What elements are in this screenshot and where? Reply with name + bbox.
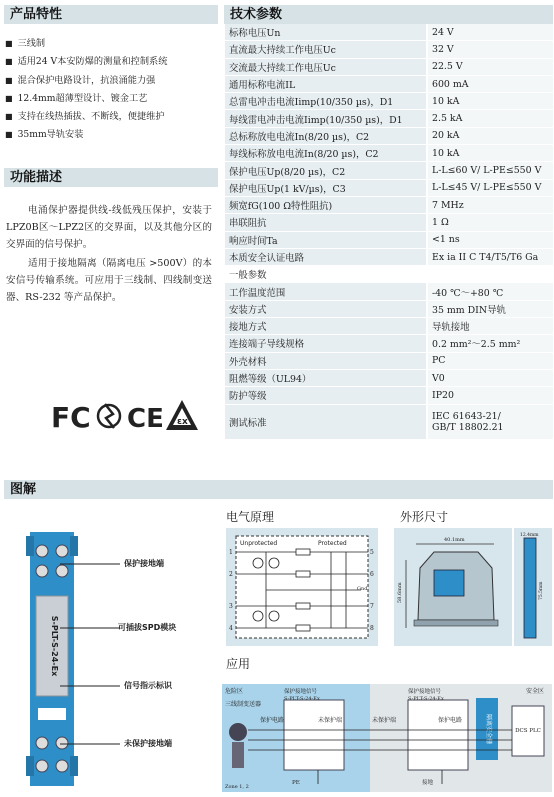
spec-key: 交流最大持续工作电压Uc: [225, 58, 427, 75]
spec-value: L-L≤60 V/ L-PE≤550 V: [427, 162, 553, 179]
spec-row: [225, 58, 553, 75]
spec-key: 每线雷电冲击电流Iimp(10/350 µs)，D1: [225, 110, 427, 127]
spec-row: [225, 24, 553, 41]
spec-value: 35 mm DIN导轨: [427, 300, 553, 317]
spec-value: 7 MHz: [427, 196, 553, 213]
diagram-title: 图解: [4, 480, 553, 499]
spec-key: 每线标称放电电流In(8/20 µs)，C2: [225, 145, 427, 162]
pin-7: 7: [370, 603, 374, 610]
spec-key: 直流最大持续工作电压Uc: [225, 41, 427, 58]
spec-key: 频宽fG(100 Ω特性阻抗): [225, 196, 427, 213]
spec-row: [225, 162, 553, 179]
spec-key: 本质安全认证电路: [225, 248, 427, 265]
spec-value: [427, 404, 553, 439]
spec-key: 工作温度范围: [225, 283, 427, 300]
spec-row: [225, 110, 553, 127]
pin-3: 3: [229, 603, 233, 610]
application-diagram: [222, 684, 552, 792]
spec-key: 外壳材料: [225, 352, 427, 369]
function-description: [6, 202, 212, 308]
ground-symbol-icon: [98, 404, 120, 428]
app-protect-b-2: 未保护端: [372, 717, 397, 724]
circuit-gnd-label: Gnd: [357, 586, 368, 592]
spec-row: [225, 300, 553, 317]
spec-key: 总雷电冲击电流Iimp(10/350 µs)，D1: [225, 93, 427, 110]
spec-value: 32 V: [427, 41, 553, 58]
feature-item: ■ 混合保护电路设计，抗浪涌能力强: [5, 72, 215, 90]
spec-standard-line-1: IEC 61643-21/: [432, 410, 501, 422]
pin-2: 2: [229, 571, 233, 578]
fcc-logo: [51, 401, 91, 434]
app-plc: DCS PLC: [515, 728, 541, 734]
dim-side-height: 75.5mm: [539, 581, 544, 600]
spec-value: PC: [427, 352, 553, 369]
spec-value: 24 V: [427, 24, 553, 41]
spec-key: 总标称放电电流In(8/20 µs)，C2: [225, 127, 427, 144]
spec-table: [225, 24, 553, 440]
app-hazard-zone: 危险区: [225, 688, 244, 695]
pin-6: 6: [370, 571, 374, 578]
ex-triangle-icon: [166, 400, 198, 430]
spec-value: 0.2 mm²～2.5 mm²: [427, 335, 553, 352]
spec-standard-line-2: GB/T 18802.21: [432, 421, 504, 433]
spec-value: 2.5 kA: [427, 110, 553, 127]
spec-value: 20 kA: [427, 127, 553, 144]
app-spd-model-1: S-PLT-S-24-Ex: [284, 696, 320, 702]
features-list: [5, 35, 215, 145]
spec-value: 1 Ω: [427, 214, 553, 231]
function-title: 功能描述: [4, 168, 218, 187]
spec-key: 安装方式: [225, 300, 427, 317]
dim-side-width: 12.4mm: [520, 533, 539, 538]
feature-item: ■ 三线制: [5, 35, 215, 53]
spec-value: 10 kA: [427, 145, 553, 162]
app-barrier: 隔离安全栅: [485, 713, 492, 745]
feature-item: ■ 适用24 V本安防爆的测量和控制系统: [5, 53, 215, 71]
spec-row: [225, 387, 553, 404]
spec-row: [225, 196, 553, 213]
electrical-principle-title: 电气原理: [226, 510, 275, 524]
spec-row: [225, 369, 553, 386]
spec-row: [225, 231, 553, 248]
app-spd-label-2: 保护接地信号: [408, 689, 442, 695]
function-paragraph-2: 适用于接地隔离（隔离电压 >500V）的本安信号传输系统。可应用于三线制、四线制变送器、RS-232 等产品保护。: [6, 258, 212, 303]
spec-key: 串联阻抗: [225, 214, 427, 231]
pin-4: 4: [229, 625, 233, 632]
spec-value: [427, 266, 553, 283]
spec-row: [225, 41, 553, 58]
dimension-drawing: [394, 528, 552, 646]
spec-row: [225, 179, 553, 196]
circuit-protected-label: Protected: [318, 540, 347, 547]
dimensions-title: 外形尺寸: [400, 510, 449, 524]
spec-value: L-L≤45 V/ L-PE≤550 V: [427, 179, 553, 196]
app-protect-b-1: 未保护端: [318, 717, 343, 724]
pin-8: 8: [370, 625, 374, 632]
label-pluggable-spd: 可插拔SPD模块: [118, 623, 177, 632]
svg-text:εx: εx: [177, 417, 188, 427]
device-model-text: S-PLT-S-24-Ex: [50, 615, 59, 677]
spec-value: 22.5 V: [427, 58, 553, 75]
app-zone: Zone 1, 2: [225, 784, 249, 790]
dim-width: 40.1mm: [444, 537, 465, 543]
spec-value: V0: [427, 369, 553, 386]
circuit-unprotected-label: Unprotected: [240, 540, 278, 547]
feature-item: ■ 12.4mm超薄型设计、镀金工艺: [5, 90, 215, 108]
app-spd-label-1: 保护接地信号: [284, 689, 318, 695]
spec-key: 接地方式: [225, 318, 427, 335]
pin-5: 5: [370, 549, 374, 556]
label-signal-indicator: 信号指示标识: [124, 681, 172, 690]
spec-value: -40 ℃～+80 ℃: [427, 283, 553, 300]
application-title: 应用: [226, 657, 251, 671]
spec-row: [225, 352, 553, 369]
spec-row: [225, 266, 553, 283]
certification-marks: [51, 398, 201, 434]
app-pe: PE: [292, 780, 300, 786]
spec-value: Ex ia II C T4/T5/T6 Ga: [427, 248, 553, 265]
spec-row: [225, 283, 553, 300]
spec-row: [225, 214, 553, 231]
spec-value: IP20: [427, 387, 553, 404]
spec-row: [225, 318, 553, 335]
app-transmitter-label: 三线制变送器: [225, 701, 262, 708]
spec-key: 标称电压Un: [225, 24, 427, 41]
spec-value: 10 kA: [427, 93, 553, 110]
spec-key: 保护电压Up(8/20 µs)，C2: [225, 162, 427, 179]
spec-row: [225, 75, 553, 92]
dim-height: 58.6mm: [397, 582, 403, 603]
app-protect-a-2: 保护电路: [438, 717, 463, 724]
svg-text:FC: FC: [51, 401, 91, 434]
svg-text:CE: CE: [127, 404, 164, 434]
spec-value: 600 mA: [427, 75, 553, 92]
label-unprotected-ground: 未保护接地端: [124, 739, 172, 748]
app-protect-a-1: 保护电路: [260, 717, 285, 724]
spec-key: 防护等级: [225, 387, 427, 404]
feature-item: ■ 35mm导轨安装: [5, 126, 215, 144]
spec-key: 保护电压Up(1 kV/µs)，C3: [225, 179, 427, 196]
electrical-principle-diagram: [226, 528, 378, 646]
spec-value: 导轨接地: [427, 318, 553, 335]
features-title: 产品特性: [4, 5, 218, 24]
spec-key: 响应时间Ta: [225, 231, 427, 248]
spec-row: [225, 93, 553, 110]
feature-item: ■ 支持在线热插拔、不断线，便捷维护: [5, 108, 215, 126]
function-paragraph-1: 电涌保护器提供线-线低残压保护，安装于LPZ0B区～LPZ2区的交界面，以及其他分区的交界面的信号保护。: [6, 205, 212, 250]
spec-row: [225, 145, 553, 162]
spec-title: 技术参数: [224, 5, 553, 24]
spec-key: 通用标称电流IL: [225, 75, 427, 92]
spec-row: [225, 404, 553, 439]
ce-logo: [127, 404, 164, 434]
pin-1: 1: [229, 549, 233, 556]
spec-key: 阻燃等级（UL94）: [225, 369, 427, 386]
spec-row: [225, 127, 553, 144]
app-ground: 接地: [422, 780, 434, 786]
spec-key: 测试标准: [225, 404, 427, 439]
app-safe-zone: 安全区: [526, 688, 545, 695]
spec-key: 一般参数: [225, 266, 427, 283]
app-spd-model-2: S-PLT-S-24-Ex: [408, 696, 444, 702]
spec-row: [225, 248, 553, 265]
spec-key: 连接端子导线规格: [225, 335, 427, 352]
label-protected-ground: 保护接地端: [124, 559, 164, 568]
spec-row: [225, 335, 553, 352]
spec-value: <1 ns: [427, 231, 553, 248]
